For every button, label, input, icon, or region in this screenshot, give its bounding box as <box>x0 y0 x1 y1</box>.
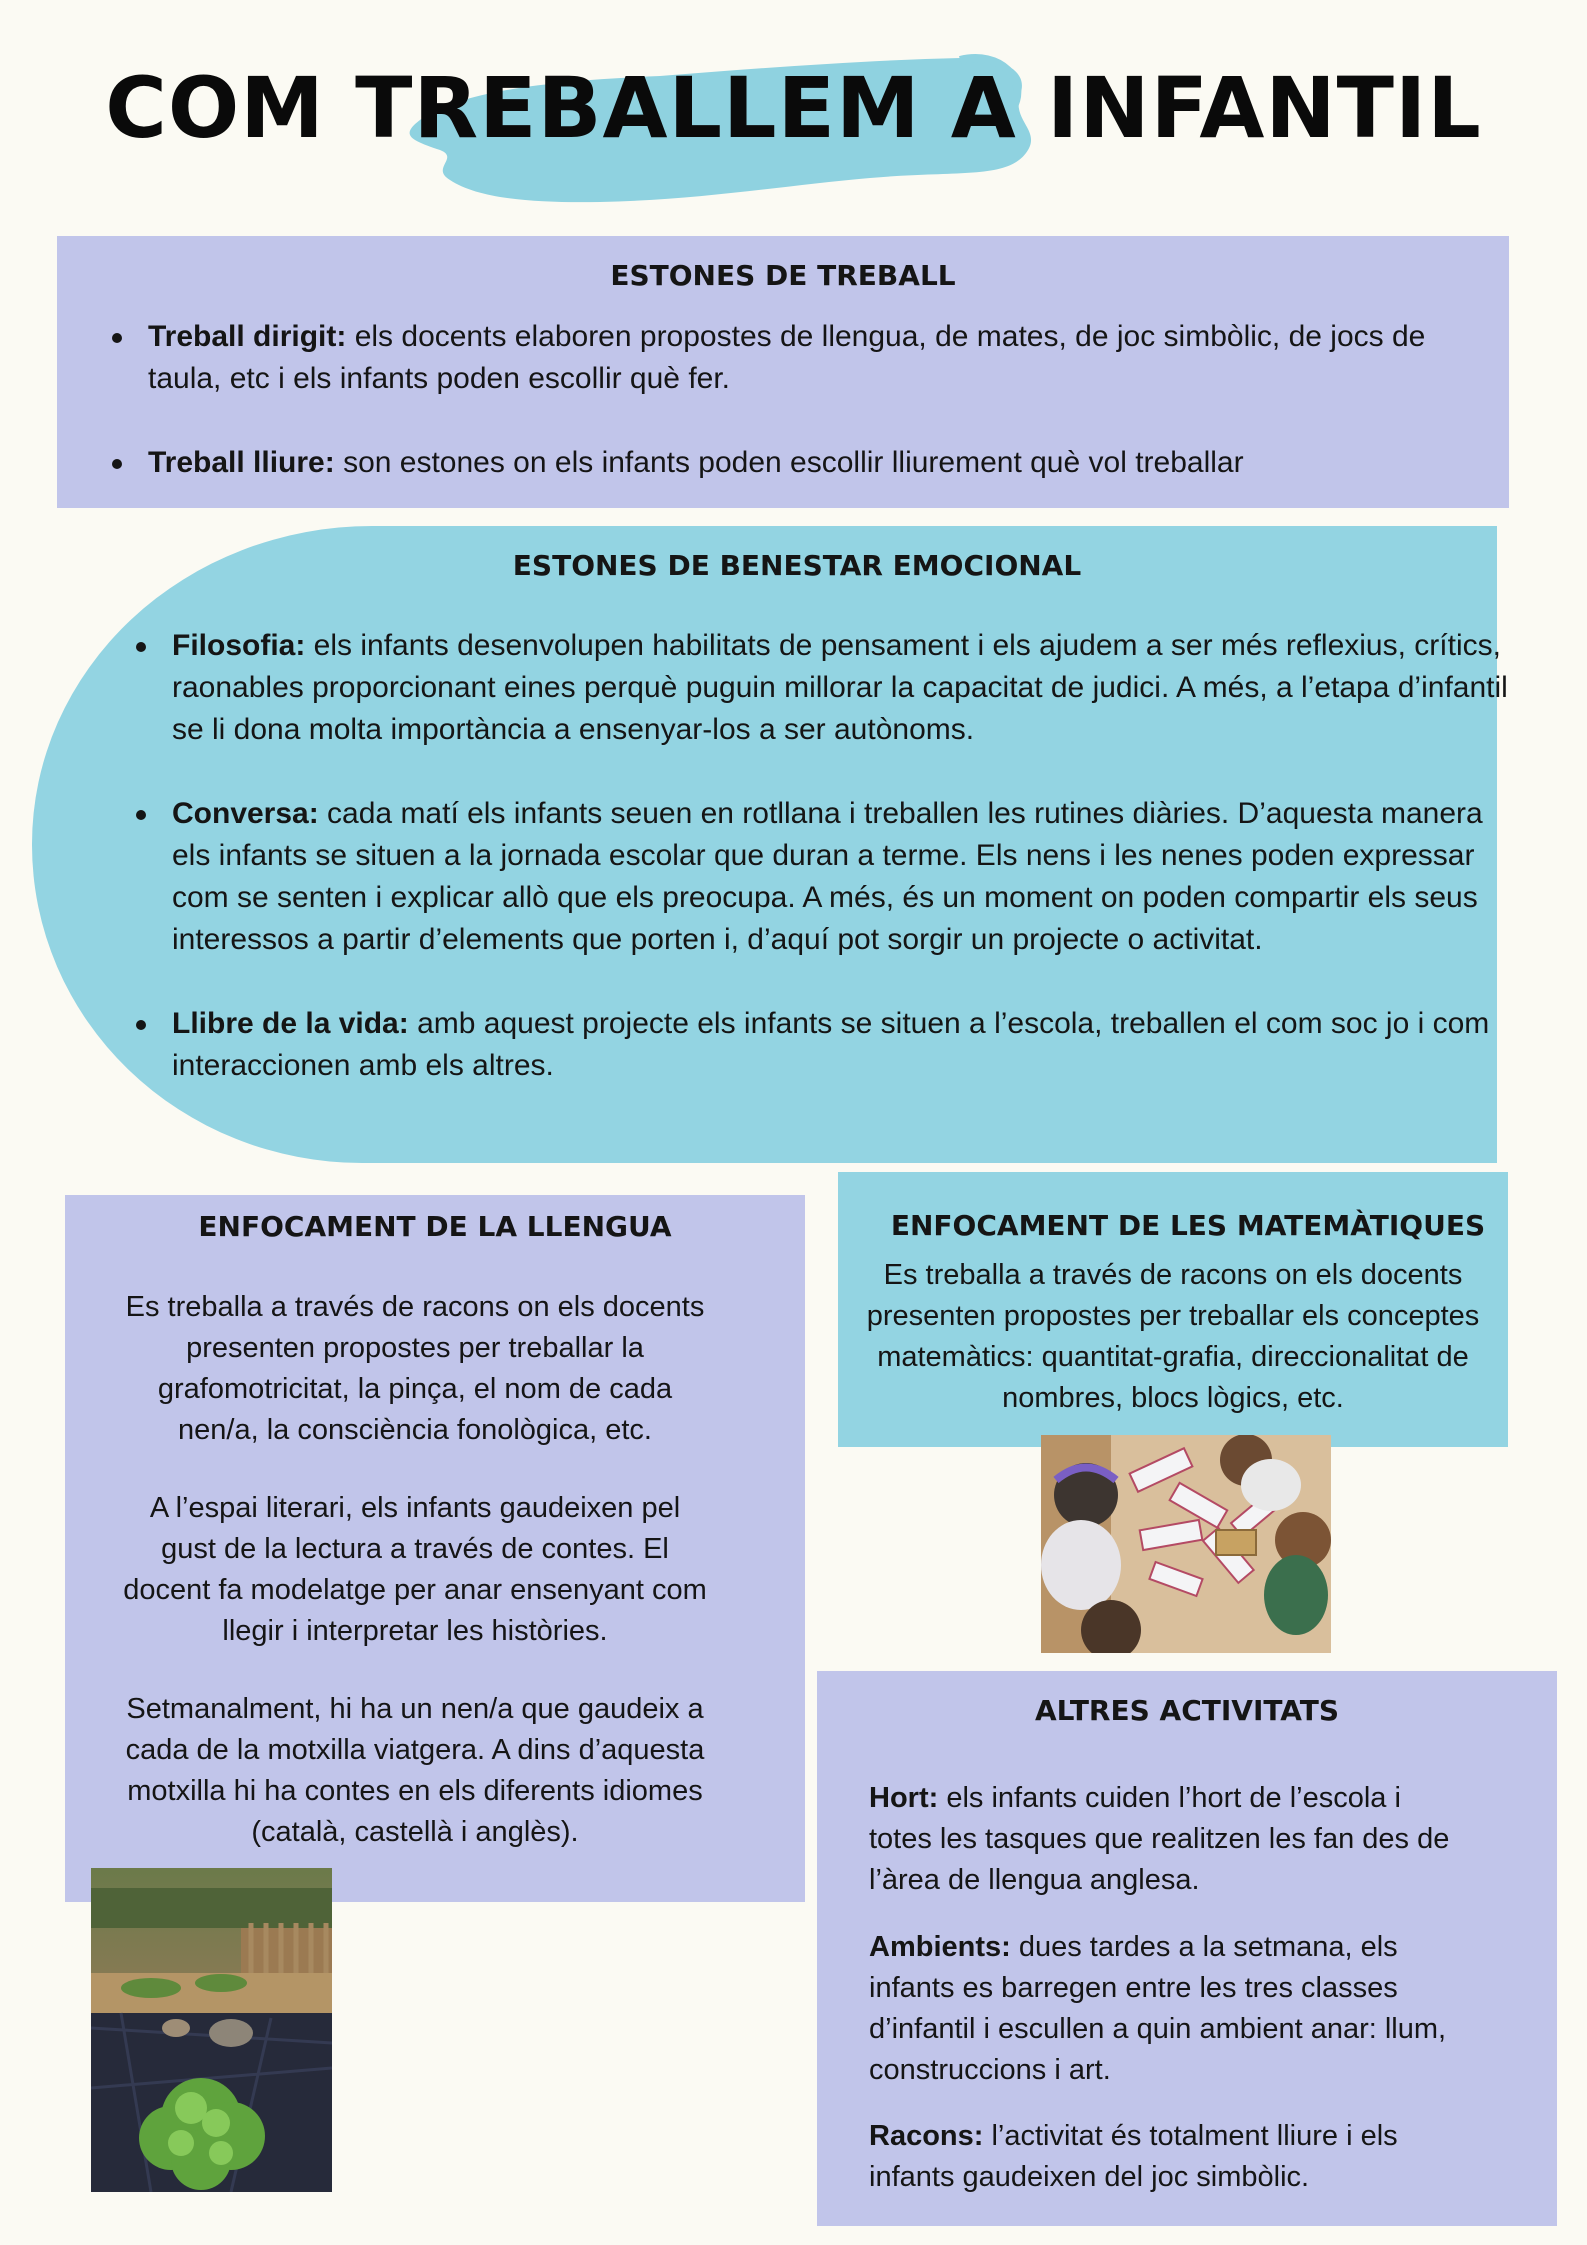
wellbeing-section <box>32 526 1508 1163</box>
garden-photo-image <box>91 1868 332 2192</box>
maths-photo <box>1041 1435 1331 1653</box>
language-section <box>65 1195 805 1902</box>
title-area <box>0 30 1587 210</box>
work-section <box>57 236 1509 508</box>
other-activities-section <box>817 1671 1557 2226</box>
list-item: Treball lliure: son estones on els infants poden escollir lliurement què vol treballar <box>112 442 1482 484</box>
other-activity-item: Ambients: dues tardes a la setmana, els infants es barregen entre les tres classes d’infantil i escullen a quin ambient anar: llum, construccions i art. <box>869 1931 1447 2086</box>
wellbeing-list <box>136 625 1516 1087</box>
language-paragraph: Setmanalment, hi ha un nen/a que gaudeix a cada de la motxilla viatgera. A dins d’aquesta motxilla hi ha contes en els diferents idiomes (català, castellà i anglès). <box>125 1693 705 1848</box>
list-item: Treball dirigit: els docents elaboren propostes de llengua, de mates, de joc simbòlic, de jocs de taula, etc i els infants poden escollir què fer. <box>112 316 1482 400</box>
maths-section-title: ENFOCAMENT DE LES MATEMÀTIQUES <box>890 1209 1486 1242</box>
other-activity-item: Hort: els infants cuiden l’hort de l’escola i totes les tasques que realitzen les fan des de l’àrea de llengua anglesa. <box>869 1782 1450 1896</box>
list-item: Filosofia: els infants desenvolupen habilitats de pensament i els ajudem a ser més reflexius, crítics, raonables proporcionant eines perquè puguin millorar la capacitat de judici. A més, a l’etapa d’infantil se li dona molta importància a ensenyar-los a ser autònoms. <box>136 625 1516 751</box>
language-paragraph: A l’espai literari, els infants gaudeixen pel gust de la lectura a través de contes. El docent fa modelatge per anar ensenyant com llegir i interpretar les històries. <box>123 1492 707 1647</box>
other-activity-item: Racons: l’activitat és totalment lliure i els infants gaudeixen del joc simbòlic. <box>869 2120 1398 2193</box>
language-section-title: ENFOCAMENT DE LA LLENGUA <box>198 1210 672 1243</box>
maths-photo-image <box>1041 1435 1331 1653</box>
wellbeing-section-title: ESTONES DE BENESTAR EMOCIONAL <box>512 549 1082 582</box>
maths-paragraph: Es treballa a través de racons on els docents presenten propostes per treballar els conceptes matemàtics: quantitat-grafia, direccionalitat de nombres, blocs lògics, etc. <box>866 1259 1480 1414</box>
work-section-title: ESTONES DE TREBALL <box>610 259 956 292</box>
garden-photo <box>91 1868 332 2192</box>
work-list <box>112 316 1482 484</box>
page-title: COM TREBALLEM A INFANTIL <box>105 59 1482 157</box>
maths-section <box>838 1172 1508 1447</box>
list-item: Llibre de la vida: amb aquest projecte els infants se situen a l’escola, treballen el com soc jo i com interaccionen amb els altres. <box>136 1003 1516 1087</box>
other-activities-title: ALTRES ACTIVITATS <box>1034 1694 1340 1727</box>
language-paragraph: Es treballa a través de racons on els docents presenten propostes per treballar la grafomotricitat, la pinça, el nom de cada nen/a, la consciència fonològica, etc. <box>125 1291 705 1446</box>
list-item: Conversa: cada matí els infants seuen en rotllana i treballen les rutines diàries. D’aquesta manera els infants se situen a la jornada escolar que duran a terme. Els nens i les nenes poden expressar com se senten i explicar allò que els preocupa. A més, és un moment on poden compartir els seus interessos a partir d’elements que porten i, d’aquí pot sorgir un projecte o activitat. <box>136 793 1516 961</box>
